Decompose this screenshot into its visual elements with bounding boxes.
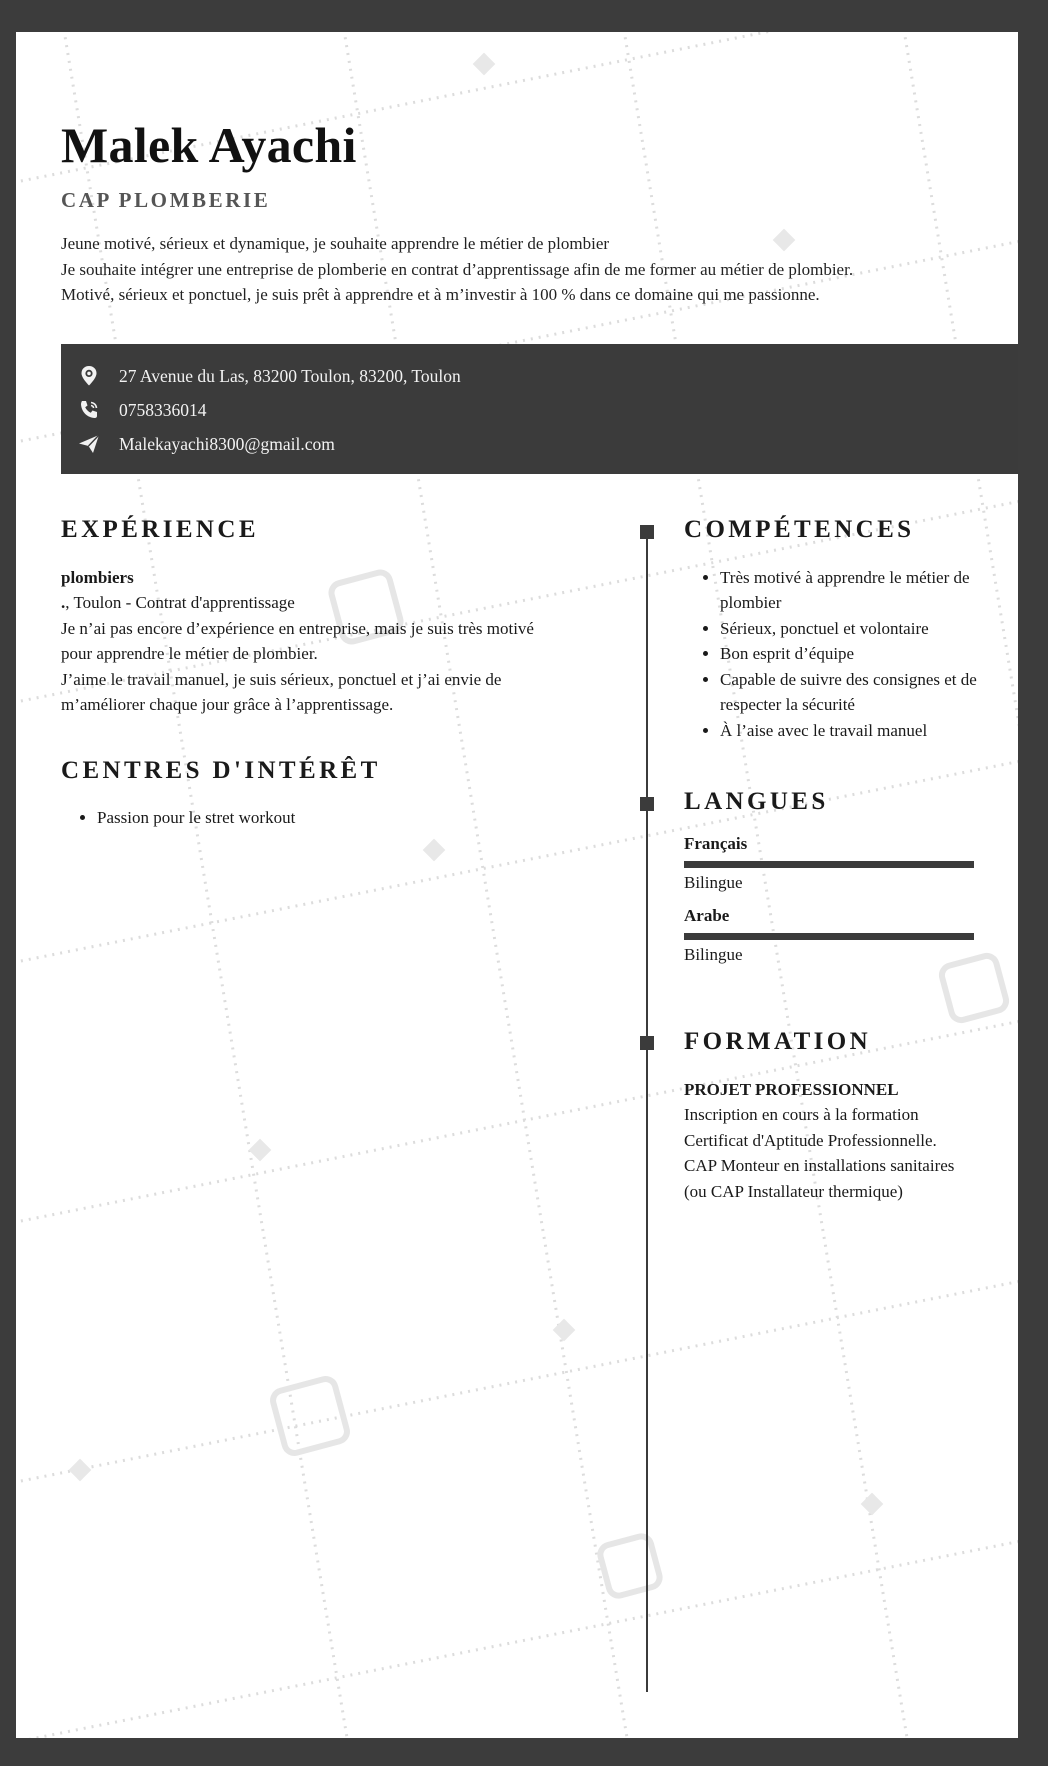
- experience-line: J’aime le travail manuel, je suis sérieux, ponctuel et j’ai envie de: [61, 669, 502, 689]
- resume-page: [16, 32, 1018, 1738]
- timeline-marker-formation: [640, 1036, 654, 1050]
- languages-heading: LANGUES: [684, 788, 829, 815]
- language-item: [684, 831, 974, 895]
- profile-summary: [61, 231, 991, 308]
- skills-list: [684, 565, 984, 744]
- experience-description: [61, 616, 601, 718]
- formation-line: Certificat d'Aptitude Professionnelle.: [684, 1130, 937, 1150]
- interest-item: • Passion pour le stret workout: [97, 805, 601, 831]
- contact-bar: [61, 344, 1018, 474]
- language-level: Bilingue: [684, 944, 743, 964]
- phone-text[interactable]: 0758336014: [119, 399, 207, 420]
- interests-list: [61, 805, 601, 831]
- skill-item: • Capable de suivre des consignes et de respecter la sécurité: [720, 667, 984, 718]
- formation-description: [684, 1102, 984, 1204]
- contact-phone: [77, 398, 207, 422]
- email-link[interactable]: Malekayachi8300@gmail.com: [119, 433, 335, 454]
- experience-line: m’améliorer chaque jour grâce à l’apprentissage.: [61, 695, 394, 714]
- timeline-marker-languages: [640, 797, 654, 811]
- candidate-name: Malek Ayachi: [61, 117, 357, 173]
- experience-line: Je n’ai pas encore d’expérience en entreprise, mais je suis très motivé: [61, 618, 534, 638]
- job-title: CAP PLOMBERIE: [61, 188, 271, 212]
- language-name: Français: [684, 834, 748, 853]
- experience-location-contract: , Toulon - Contrat d'apprentissage: [65, 593, 295, 612]
- send-icon: [77, 432, 101, 456]
- formation-project: PROJET PROFESSIONNEL: [684, 1079, 899, 1099]
- skill-item: • Très motivé à apprendre le métier de plombier: [720, 565, 984, 616]
- languages-section: [684, 788, 984, 964]
- language-level-bar: [684, 861, 974, 868]
- address-text: 27 Avenue du Las, 83200 Toulon, 83200, Toulon: [119, 365, 461, 386]
- formation-line: Inscription en cours à la formation: [684, 1105, 919, 1124]
- experience-employer: .: [61, 593, 66, 612]
- language-item: [684, 903, 974, 967]
- language-level: Bilingue: [684, 872, 743, 892]
- language-name: Arabe: [684, 906, 730, 925]
- location-pin-icon: [77, 364, 101, 388]
- summary-line: Jeune motivé, sérieux et dynamique, je souhaite apprendre le métier de plombier: [61, 234, 610, 253]
- formation-line: (ou CAP Installateur thermique): [684, 1181, 903, 1201]
- timeline-line: [646, 532, 648, 1692]
- skills-section: [684, 517, 984, 743]
- resume-header: [61, 116, 991, 308]
- left-column: [61, 517, 601, 831]
- formation-section: [684, 1029, 984, 1204]
- contact-address: [77, 364, 461, 388]
- experience-heading: EXPÉRIENCE: [61, 516, 259, 543]
- experience-subtitle: [61, 590, 601, 616]
- skills-heading: COMPÉTENCES: [684, 516, 915, 543]
- skill-item: • Bon esprit d’équipe: [720, 641, 984, 667]
- formation-line: CAP Monteur en installations sanitaires: [684, 1156, 955, 1175]
- skill-item: • À l’aise avec le travail manuel: [720, 718, 984, 744]
- experience-section: [61, 517, 601, 718]
- experience-line: pour apprendre le métier de plombier.: [61, 644, 318, 663]
- interests-heading: CENTRES D'INTÉRÊT: [61, 756, 381, 784]
- phone-icon: [77, 398, 101, 422]
- summary-line: Motivé, sérieux et ponctuel, je suis prêt à apprendre et à m’investir à 100 % dans ce domaine qui me passionne.: [61, 285, 820, 304]
- contact-email: [77, 432, 335, 456]
- experience-job: plombiers: [61, 567, 134, 587]
- skill-item: • Sérieux, ponctuel et volontaire: [720, 616, 984, 642]
- formation-heading: FORMATION: [684, 1028, 872, 1055]
- summary-line: Je souhaite intégrer une entreprise de plomberie en contrat d’apprentissage afin de me former au métier de plombier.: [61, 259, 854, 279]
- interests-section: [61, 758, 601, 831]
- timeline-marker-skills: [640, 525, 654, 539]
- language-level-bar: [684, 933, 974, 940]
